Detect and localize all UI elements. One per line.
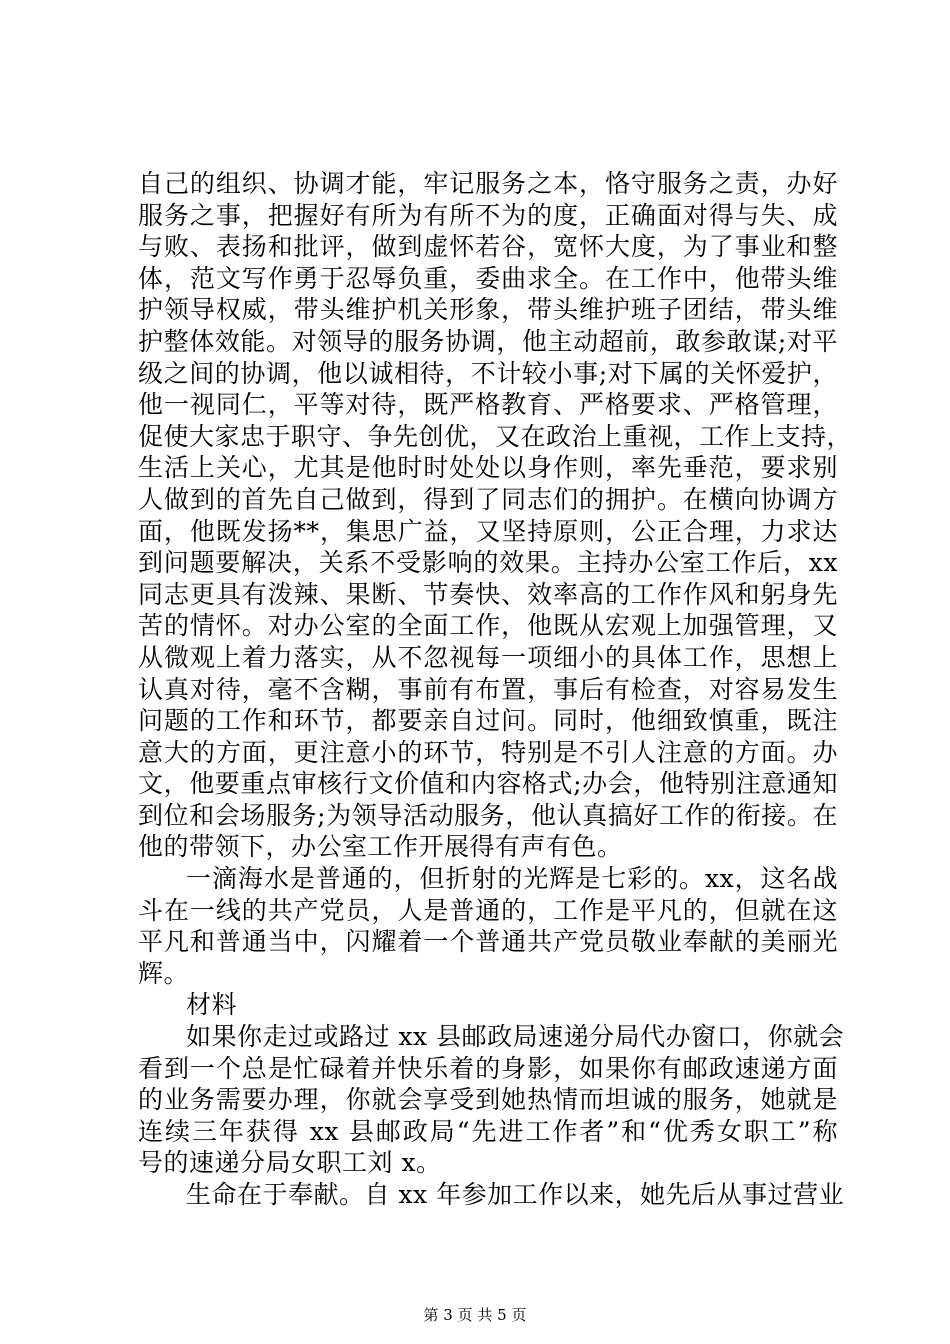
text-line: 如果你走过或路过 xx 县邮政局速递分局代办窗口，你就会 (186, 1022, 845, 1052)
body-text (138, 168, 853, 1211)
text-line: 号的速递分局女职工刘 x。 (138, 1148, 442, 1178)
text-line: 问题的工作和环节，都要亲自过问。同时，他细致慎重，既注 (138, 706, 838, 736)
text-line: 级之间的协调，他以诚相待，不计较小事;对下属的关怀爱护， (138, 358, 838, 388)
text-line: 护领导权威，带头维护机关形象，带头维护班子团结，带头维 (138, 295, 838, 325)
text-line: 服务之事，把握好有所为有所不为的度，正确面对得与失、成 (138, 200, 838, 230)
text-line: 到问题要解决，关系不受影响的效果。主持办公室工作后，xx (138, 548, 838, 578)
text-line: 生命在于奉献。自 xx 年参加工作以来，她先后从事过营业 (186, 1180, 845, 1209)
text-line: 自己的组织、协调才能，牢记服务之本，恪守服务之责，办好 (138, 169, 838, 198)
text-line: 平凡和普通当中，闪耀着一个普通共产党员敬业奉献的美丽光 (138, 927, 838, 957)
text-line: 苦的情怀。对办公室的全面工作，他既从宏观上加强管理，又 (138, 611, 838, 641)
text-line: 护整体效能。对领导的服务协调，他主动超前，敢参敢谋;对平 (138, 326, 838, 356)
text-line: 斗在一线的共产党员，人是普通的，工作是平凡的，但就在这 (138, 895, 838, 925)
text-line: 意大的方面，更注意小的环节，特别是不引人注意的方面。办 (138, 737, 838, 767)
text-line: 同志更具有泼辣、果断、节奏快、效率高的工作作风和躬身先 (138, 579, 838, 609)
text-line: 面，他既发扬**，集思广益，又坚持原则，公正合理，力求达 (138, 516, 838, 546)
text-line: 到位和会场服务;为领导活动服务，他认真搞好工作的衔接。在 (138, 800, 838, 830)
text-line: 从微观上着力落实，从不忽视每一项细小的具体工作，思想上 (138, 642, 838, 672)
text-line: 一滴海水是普通的，但折射的光辉是七彩的。xx，这名战 (186, 864, 838, 894)
text-line: 连续三年获得 xx 县邮政局“先进工作者”和“优秀女职工”称 (138, 1116, 838, 1146)
page-footer: 第 3 页 共 5 页 (423, 1306, 527, 1324)
text-line: 文，他要重点审核行文价值和内容格式;办会，他特别注意通知 (138, 769, 838, 799)
text-line: 辉。 (138, 958, 190, 988)
text-line: 的业务需要办理，你就会享受到她热情而坦诚的服务，她就是 (138, 1085, 838, 1115)
text-line: 看到一个总是忙碌着并快乐着的身影，如果你有邮政速递方面 (138, 1053, 838, 1083)
text-line: 体，范文写作勇于忍辱负重，委曲求全。在工作中，他带头维 (138, 263, 838, 293)
text-line: 材料 (186, 990, 238, 1020)
text-line: 与败、表扬和批评，做到虚怀若谷，宽怀大度，为了事业和整 (138, 232, 838, 262)
text-line: 认真对待，毫不含糊，事前有布置，事后有检查，对容易发生 (138, 674, 838, 704)
text-line: 人做到的首先自己做到，得到了同志们的拥护。在横向协调方 (138, 484, 838, 514)
text-line: 促使大家忠于职守、争先创优，又在政治上重视，工作上支持， (138, 421, 853, 451)
text-line: 他的带领下，办公室工作开展得有声有色。 (138, 832, 623, 862)
text-line: 生活上关心，尤其是他时时处处以身作则，率先垂范，要求别 (138, 453, 838, 483)
text-line: 他一视同仁，平等对待，既严格教育、严格要求、严格管理， (138, 390, 838, 420)
